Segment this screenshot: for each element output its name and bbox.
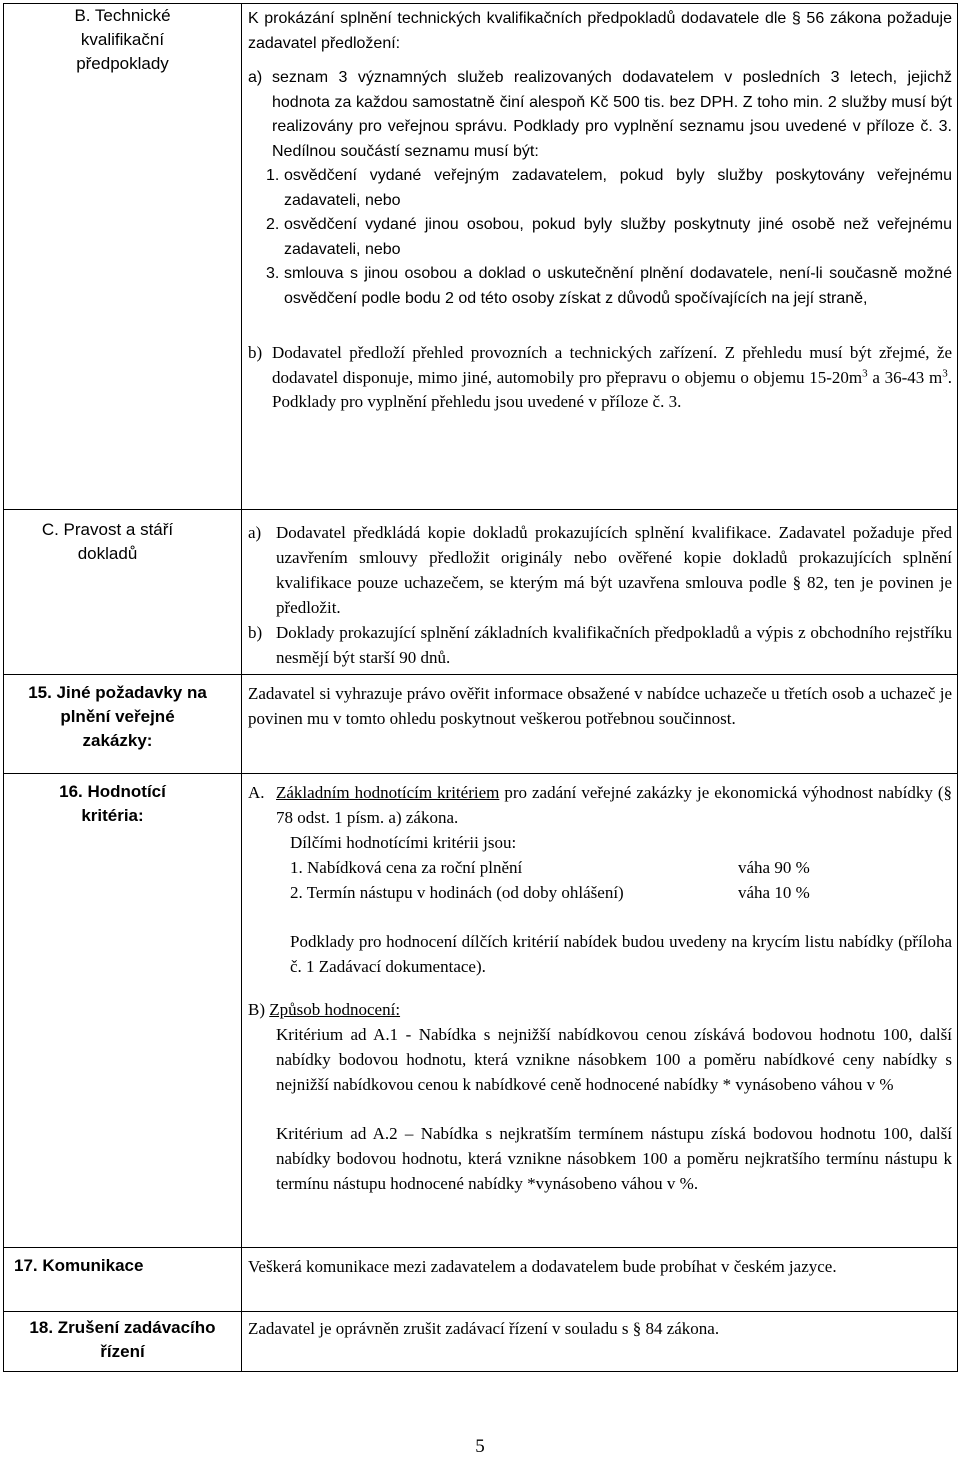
marker: A. <box>248 783 265 802</box>
criterion-a-text <box>276 780 952 830</box>
criterion-name: 2. Termín nástupu v hodinách (od doby ohlášení) <box>290 883 624 902</box>
item-number: 3. <box>266 265 280 282</box>
content-cell <box>242 675 958 774</box>
page-number: 5 <box>475 1436 485 1457</box>
marker: B) <box>248 1000 265 1019</box>
marker: a) <box>248 523 262 542</box>
content-cell <box>242 1248 958 1312</box>
criterion-name: 1. Nabídková cena za roční plnění <box>290 858 523 877</box>
row-label: B. Technické kvalifikační předpoklady <box>74 6 171 73</box>
row-other-requirements <box>4 675 958 774</box>
list-item <box>266 213 952 262</box>
marker: b) <box>248 343 263 362</box>
superscript: 3 <box>862 366 868 379</box>
criterion-k2-text: Kritérium ad A.2 – Nabídka s nejkratším termínem nástupu získá bodovou hodnotu 100, další nabídky bodovou hodnotu, která vznikne násobkem 100 a poměru nejkratšího termínu nástupu k termínu nástupu hodnocené nabídky *vynásobeno váhou v %. <box>276 1124 952 1193</box>
text-part: pro zadání veřejné zakázky je ekonomická výhodnost nabídky (§ 78 odst. 1 písm. a) zákona. <box>276 783 953 827</box>
intro-text: K prokázání splnění technických kvalifikačních předpokladů dodavatele dle § 56 zákona požaduje zadavatel předložení: <box>248 10 952 52</box>
list-b <box>242 315 957 419</box>
item-text: smlouva s jinou osobou a doklad o uskutečnění plnění dodavatele, není-li současně možné osvědčení podle bodu 2 od této osoby získat z důvodů spočívajících na její straně, <box>284 265 952 307</box>
paragraph: Zadavatel je oprávněn zrušit zadávací řízení v souladu s § 84 zákona. <box>248 1319 720 1338</box>
text-part: Dodavatel předloží přehled provozních a technických zařízení. Z přehledu musí být zřejmé, že dodavatel disponuje, mimo jiné, automobily pro přepravu o objemu o objemu 15-20m <box>272 343 952 387</box>
list-a-text: seznam 3 významných služeb realizovaných dodavatelem v posledních 3 letech, jejichž hodnota za každou samostatně činí alespoň Kč 500 tis. bez DPH. Z toho min. 2 služby musí být realizovány pro veřejnou správu. Podklady pro vyplnění seznamu jsou uvedené v příloze č. 3. Nedílnou součástí seznamu musí být: <box>272 69 952 160</box>
item-b <box>248 620 952 670</box>
text-part: . Podklady pro vyplnění přehledu jsou uvedené v příloze č. 3. <box>272 367 952 411</box>
marker: b) <box>248 623 263 642</box>
row-label: C. Pravost a stáří dokladů <box>41 520 174 563</box>
criterion-a <box>248 780 952 830</box>
list-item <box>266 262 952 311</box>
evaluation-method <box>248 997 952 1022</box>
item-text: osvědčení vydané jinou osobou, pokud byly služby poskytnuty jiné osobě než veřejnému zadavateli, nebo <box>284 216 952 258</box>
item-text: osvědčení vydané veřejným zadavatelem, pokud byly služby poskytovány veřejnému zadavateli, nebo <box>284 167 952 209</box>
requirements-table <box>3 3 958 1372</box>
list-a <box>242 60 957 315</box>
row-label: 17. Komunikace <box>14 1256 144 1275</box>
criterion-k1-text: Kritérium ad A.1 - Nabídka s nejnižší nabídkovou cenou získává bodovou hodnotu 100, další nabídky bodovou hodnotu, která vznikne násobkem 100 a poměru nabídkové ceny nabídky s nejnižší nabídkovou cenou k nabídkové ceně hodnocené nabídky * vynásobeno váhou v % <box>276 1025 952 1094</box>
superscript: 3 <box>942 366 948 379</box>
list-item <box>266 164 952 213</box>
item-number: 1. <box>266 167 280 184</box>
row-technical-qualification <box>4 4 958 510</box>
content-cell <box>242 510 958 675</box>
item-a <box>248 520 952 620</box>
underlined-text: Základním hodnotícím kritériem <box>276 783 500 802</box>
label-cell <box>4 675 242 774</box>
row-document-validity <box>4 510 958 675</box>
marker: a) <box>248 69 263 86</box>
item-b-text: Doklady prokazující splnění základních kvalifikačních předpokladů a výpis z obchodního rejstříku nesmějí být starší 90 dnů. <box>276 623 952 667</box>
row-label: 15. Jiné požadavky na plnění veřejné zakázky: <box>28 683 207 750</box>
label-cell <box>4 1248 242 1312</box>
criterion-weight: váha 90 % <box>738 858 810 877</box>
sub-heading: Dílčími hodnotícími kritérii jsou: <box>290 833 517 852</box>
criterion-weight-row <box>290 855 952 880</box>
paragraph: Zadavatel si vyhrazuje právo ověřit informace obsažené v nabídce uchazeče u třetích osob a uchazeč je povinen mu v tomto ohledu poskytnout veškerou potřebnou součinnost. <box>248 684 952 728</box>
content-cell <box>242 4 958 510</box>
method-heading: Způsob hodnocení: <box>269 1000 401 1019</box>
row-evaluation-criteria <box>4 774 958 1248</box>
content-cell <box>242 774 958 1248</box>
item-number: 2. <box>266 216 280 233</box>
paragraph: Veškerá komunikace mezi zadavatelem a dodavatelem bude probíhat v českém jazyce. <box>248 1257 837 1276</box>
content-cell <box>242 1312 958 1372</box>
criterion-weight: váha 10 % <box>738 883 810 902</box>
label-cell <box>4 510 242 675</box>
label-cell <box>4 4 242 510</box>
evaluation-note: Podklady pro hodnocení dílčích kritérií nabídek budou uvedeny na krycím listu nabídky (příloha č. 1 Zadávací dokumentace). <box>290 932 952 976</box>
list-b-text <box>272 341 952 415</box>
text-part: a 36-43 m <box>867 367 943 387</box>
criterion-weight-row <box>290 880 952 905</box>
item-a-text: Dodavatel předkládá kopie dokladů prokazujících splnění kvalifikace. Zadavatel požaduje před uzavřením smlouvy předložit originály nebo ověřené kopie dokladů prokazujících splnění kvalifikace pouze uchazečem, se kterým má být uzavřena smlouva podle § 82, ten je povinen je předložit. <box>276 523 952 617</box>
label-cell <box>4 1312 242 1372</box>
row-communication <box>4 1248 958 1312</box>
row-label: 18. Zrušení zadávacího řízení <box>29 1318 216 1361</box>
row-cancellation <box>4 1312 958 1372</box>
row-label: 16. Hodnotící kritéria: <box>59 782 166 825</box>
label-cell <box>4 774 242 1248</box>
